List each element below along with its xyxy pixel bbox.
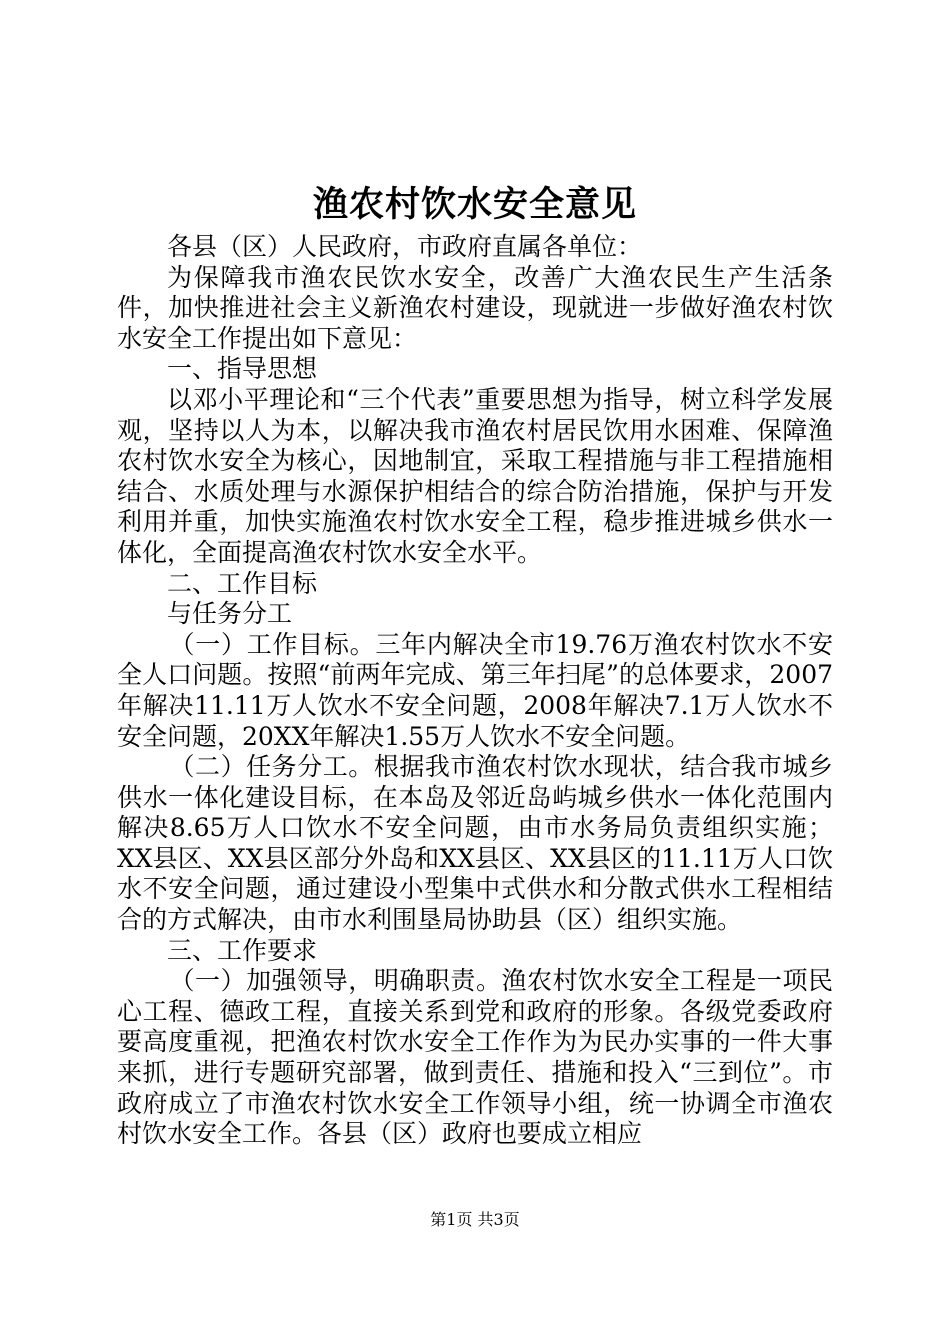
heading-work-goals: 二、工作目标 (167, 568, 318, 598)
paragraph-intro: 为保障我市渔农民饮水安全，改善广大渔农民生产生活条件，加快推进社会主义新渔农村建设，现就进一步做好渔农村饮水安全工作提出如下意见： (117, 262, 833, 353)
heading-work-requirements: 三、工作要求 (167, 935, 318, 965)
document-title: 渔农村饮水安全意见 (312, 184, 637, 225)
page-number: 第1页 共3页 (430, 1210, 520, 1229)
paragraph-task-division: （二）任务分工。根据我市渔农村饮水现状，结合我市城乡供水一体化建设目标，在本岛及邻近岛屿城乡供水一体化范围内解决8.65万人口饮水不安全问题，由市水务局负责组织实施；XX县区、XX县区部分外岛和XX县区、XX县区的11.11万人口饮水不安全问题，通过建设小型集中式供水和分散式供水工程相结合的方式解决，由市水利围垦局协助县（区）组织实施。 (117, 752, 833, 935)
paragraph-guiding-ideology: 以邓小平理论和“三个代表”重要思想为指导，树立科学发展观，坚持以人为本，以解决我市渔农村居民饮用水困难、保障渔农村饮水安全为核心，因地制宜，采取工程措施与非工程措施相结合、水质处理与水源保护相结合的综合防治措施，保护与开发利用并重，加快实施渔农村饮水安全工程，稳步推进城乡供水一体化，全面提高渔农村饮水安全水平。 (117, 384, 833, 567)
document-body (117, 232, 833, 1150)
heading-guiding-ideology: 一、指导思想 (167, 354, 318, 384)
heading-task-division: 与任务分工 (167, 599, 293, 629)
salutation: 各县（区）人民政府，市政府直属各单位： (167, 232, 643, 261)
paragraph-leadership: （一）加强领导，明确职责。渔农村饮水安全工程是一项民心工程、德政工程，直接关系到党和政府的形象。各级党委政府要高度重视，把渔农村饮水安全工作作为为民办实事的一件大事来抓，进行专题研究部署，做到责任、措施和投入“三到位”。市政府成立了市渔农村饮水安全工作领导小组，统一协调全市渔农村饮水安全工作。各县（区）政府也要成立相应 (117, 966, 833, 1149)
paragraph-work-goals: （一）工作目标。三年内解决全市19.76万渔农村饮水不安全人口问题。按照“前两年完成、第三年扫尾”的总体要求，2007年解决11.11万人饮水不安全问题，2008年解决7.1万人饮水不安全问题，20XX年解决1.55万人饮水不安全问题。 (117, 629, 833, 751)
